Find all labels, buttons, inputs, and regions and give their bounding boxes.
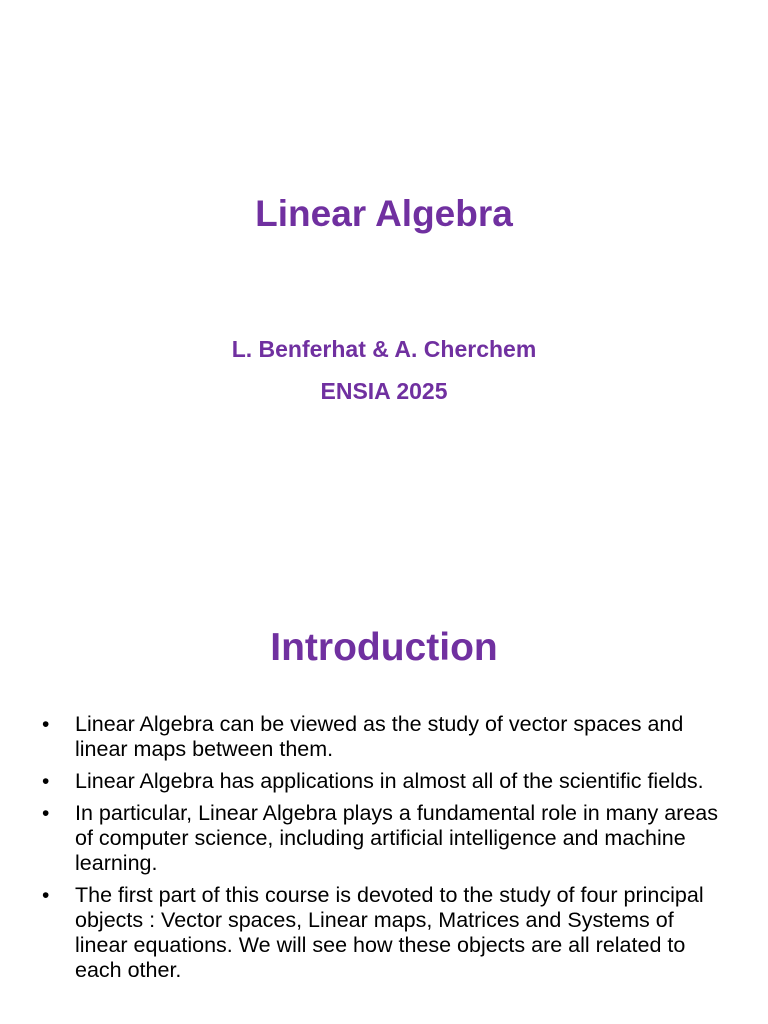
bullet-text: The first part of this course is devoted to the study of four principal objects : Vector spaces, Linear maps, Matrices and Systems of linear equations. We will see how these objects are all related to each other.	[75, 883, 704, 982]
bullet-icon: •	[42, 713, 50, 736]
bullet-icon: •	[42, 884, 50, 907]
bullet-text: Linear Algebra can be viewed as the study of vector spaces and linear maps between them.	[75, 712, 684, 761]
institution-line: ENSIA 2025	[320, 378, 448, 404]
list-item	[42, 801, 732, 876]
list-item	[42, 883, 732, 983]
authors-line: L. Benferhat & A. Cherchem	[231, 336, 537, 362]
bullet-icon: •	[42, 770, 50, 793]
bullet-text: Linear Algebra has applications in almost all of the scientific fields.	[75, 769, 704, 793]
slide-heading: Introduction	[270, 626, 498, 669]
bullet-text: In particular, Linear Algebra plays a fundamental role in many areas of computer science, including artificial intelligence and machine learning.	[75, 801, 718, 875]
bullet-list	[42, 712, 732, 990]
bullet-icon: •	[42, 802, 50, 825]
slide-title: Linear Algebra	[255, 193, 513, 234]
list-item	[42, 712, 732, 762]
list-item	[42, 769, 732, 794]
introduction-slide	[0, 576, 768, 1024]
